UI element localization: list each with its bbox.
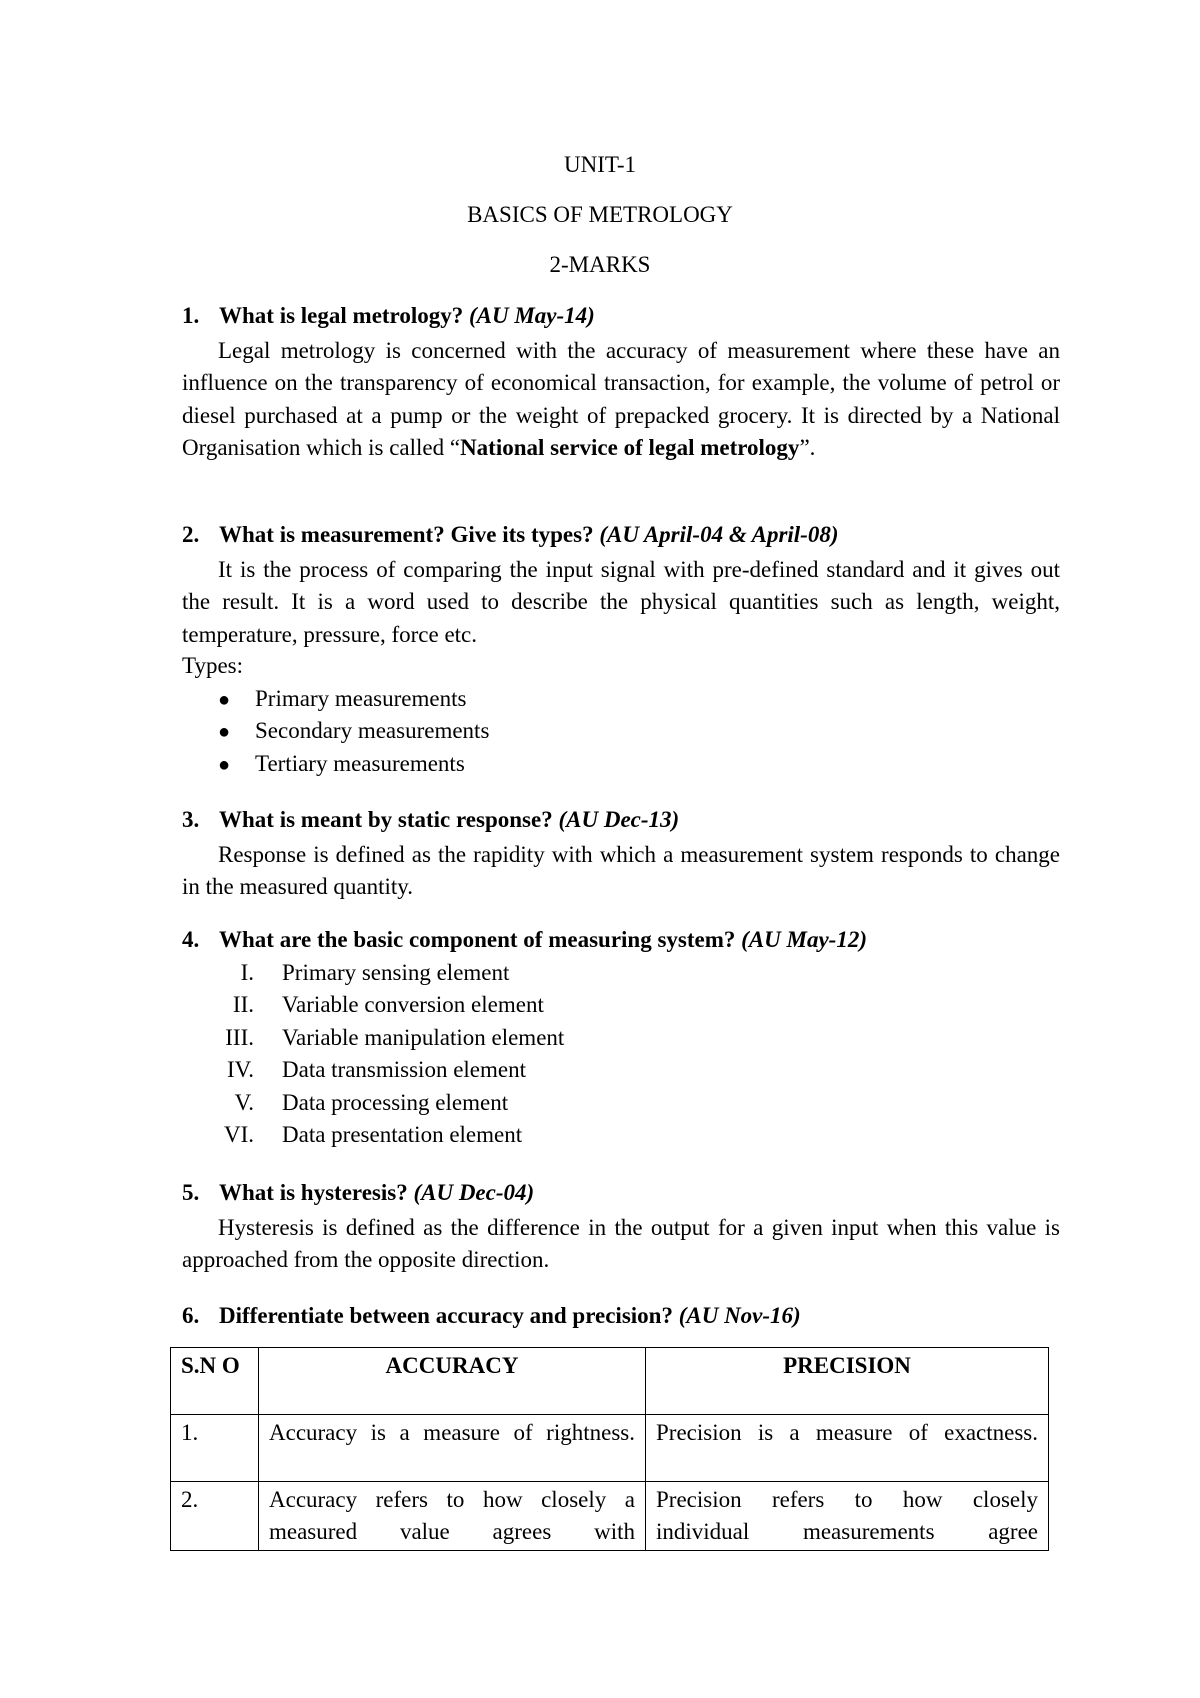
table-row xyxy=(171,1482,1049,1551)
cell-accuracy: Accuracy refers to how closely a measured value agrees with xyxy=(259,1482,646,1551)
exam-reference: (AU May-14) xyxy=(469,303,595,328)
exam-reference: (AU May-12) xyxy=(741,927,867,952)
list-item: III. Variable manipulation element xyxy=(225,1025,565,1050)
cell-precision: Precision refers to how closely individual measurements agree xyxy=(646,1482,1049,1551)
cell-accuracy: Accuracy is a measure of rightness. xyxy=(259,1415,646,1482)
question-text: What is legal metrology? xyxy=(219,303,469,328)
question-2-heading xyxy=(182,522,839,548)
bullet-icon: ● xyxy=(218,689,231,711)
question-text: What are the basic component of measuring system? xyxy=(219,927,742,952)
question-text: What is hysteresis? xyxy=(219,1180,414,1205)
cell-sno: 1. xyxy=(171,1415,259,1482)
question-number: 6. xyxy=(182,1303,200,1328)
marks-heading: 2-MARKS xyxy=(549,252,651,277)
table-header-row xyxy=(171,1348,1049,1415)
exam-reference: (AU Nov-16) xyxy=(678,1303,801,1328)
question-text: What is measurement? Give its types? xyxy=(219,522,600,547)
cell-precision: Precision is a measure of exactness. xyxy=(646,1415,1049,1482)
question-6-heading xyxy=(182,1303,801,1329)
accuracy-precision-table xyxy=(170,1347,1049,1551)
question-5-answer: Hysteresis is defined as the difference in the output for a given input when this value is approached from the opposite direction. xyxy=(182,1215,1060,1273)
question-3-heading xyxy=(182,807,679,833)
question-number: 3. xyxy=(182,807,200,832)
list-item: IV. Data transmission element xyxy=(226,1057,526,1082)
list-item: VI. Data presentation element xyxy=(223,1122,523,1147)
question-1-answer xyxy=(182,335,1060,465)
list-item: ● Primary measurements xyxy=(218,686,467,711)
table-row xyxy=(171,1415,1049,1482)
question-number: 2. xyxy=(182,522,200,547)
answer-bold-term: National service of legal metrology xyxy=(460,435,800,461)
column-header-sno: S.N O xyxy=(171,1348,259,1415)
question-4-heading xyxy=(182,927,867,953)
list-item: II. Variable conversion element xyxy=(232,992,544,1017)
exam-reference: (AU Dec-13) xyxy=(558,807,680,832)
column-header-precision: PRECISION xyxy=(646,1348,1049,1415)
question-number: 1. xyxy=(182,303,200,328)
answer-text: Legal metrology is concerned with the accuracy of measurement where these have an influence on the transparency of economical transaction, for example, the volume of petrol or diesel purchased at a pump or the weight of prepacked grocery. It is directed by a National Organisation which is called “ xyxy=(182,338,1060,461)
question-number: 5. xyxy=(182,1180,200,1205)
unit-heading: UNIT-1 xyxy=(564,152,636,177)
bullet-icon: ● xyxy=(218,721,231,743)
column-header-accuracy: ACCURACY xyxy=(259,1348,646,1415)
question-text: What is meant by static response? xyxy=(219,807,559,832)
question-number: 4. xyxy=(182,927,200,952)
bullet-icon: ● xyxy=(218,754,231,776)
list-item: V. Data processing element xyxy=(234,1090,509,1115)
exam-reference: (AU Dec-04) xyxy=(413,1180,535,1205)
question-5-heading xyxy=(182,1180,534,1206)
question-2-answer: It is the process of comparing the input signal with pre-defined standard and it gives out the result. It is a word used to describe the physical quantities such as length, weight, temperature, pressure, force etc. xyxy=(182,557,1060,647)
types-label: Types: xyxy=(182,653,243,678)
list-item: I. Primary sensing element xyxy=(240,960,510,985)
answer-text-end: ”. xyxy=(799,435,816,461)
exam-reference: (AU April-04 & April-08) xyxy=(599,522,839,547)
cell-sno: 2. xyxy=(171,1482,259,1551)
question-3-answer: Response is defined as the rapidity with which a measurement system responds to change in the measured quantity. xyxy=(182,842,1060,900)
question-text: Differentiate between accuracy and precision? xyxy=(219,1303,679,1328)
question-1-heading xyxy=(182,303,595,329)
page-title: BASICS OF METROLOGY xyxy=(467,202,733,227)
list-item: ● Tertiary measurements xyxy=(218,751,465,776)
list-item: ● Secondary measurements xyxy=(218,718,490,743)
